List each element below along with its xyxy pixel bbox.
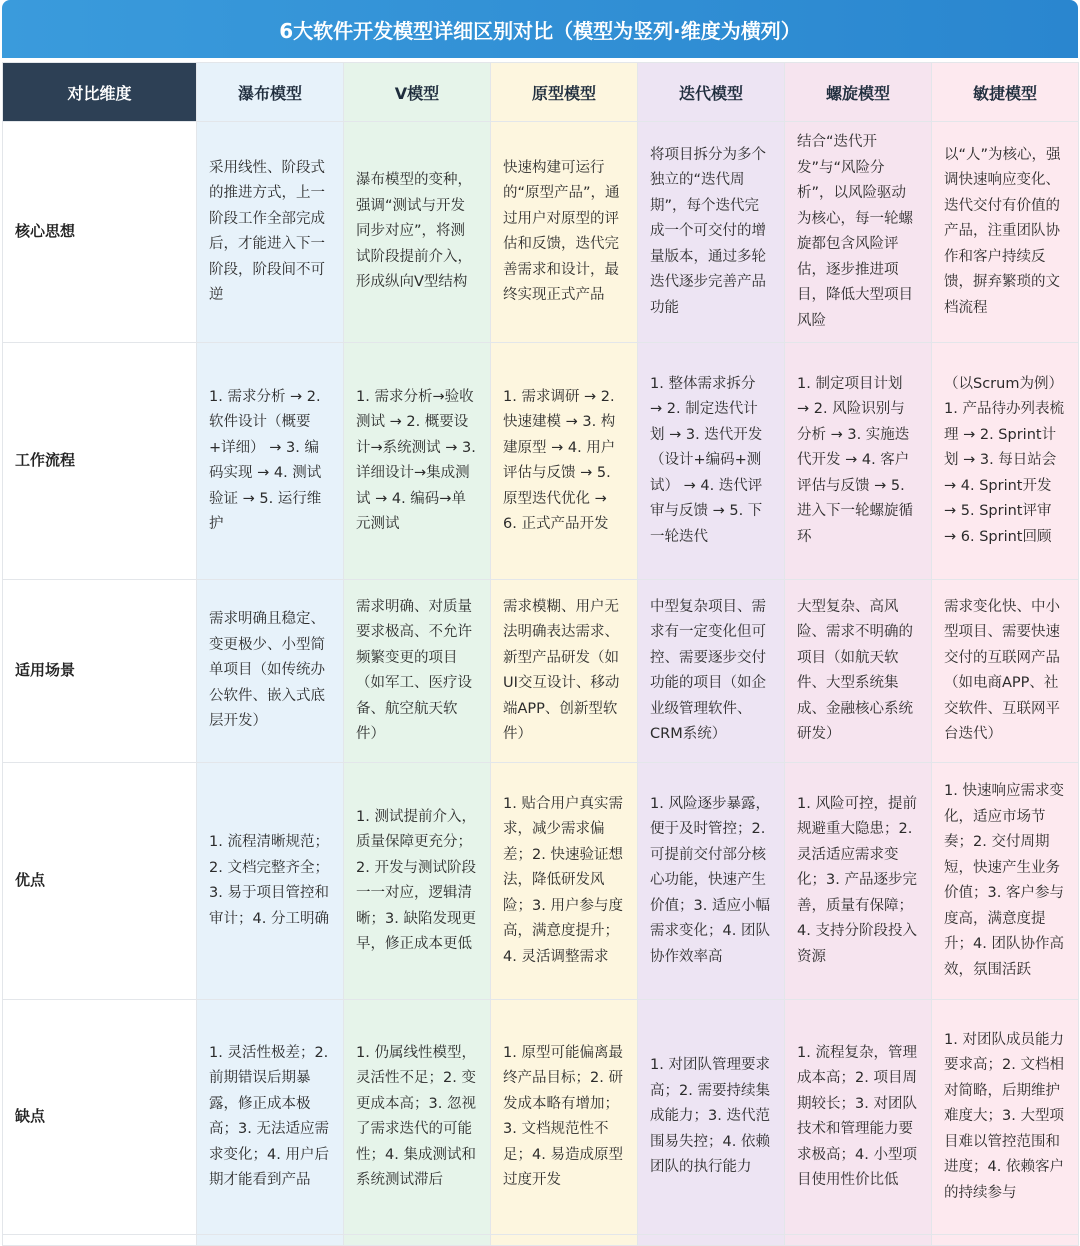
row-advantages — [3, 763, 1079, 1000]
table-cell: 需求明确、对质量要求极高、不允许频繁变更的项目（如军工、医疗设备、航空航天软件） — [344, 580, 491, 763]
header-model-spiral: 螺旋模型 — [785, 63, 932, 122]
header-model-waterfall: 瀑布模型 — [197, 63, 344, 122]
table-cell: 以“人”为核心，强调快速响应变化、迭代交付有价值的产品，注重团队协作和客户持续反馈，摒弃繁琐的文档流程 — [932, 122, 1079, 343]
table-cell: 需求模糊、用户无法明确表达需求、新型产品研发（如UI交互设计、移动端APP、创新型软件） — [491, 580, 638, 763]
header-model-agile: 敏捷模型 — [932, 63, 1079, 122]
table-cell: 1. 需求分析→验收测试 → 2. 概要设计→系统测试 → 3. 详细设计→集成测试 → 4. 编码→单元测试 — [344, 343, 491, 580]
table-cell: 采用线性、阶段式的推进方式，上一阶段工作全部完成后，才能进入下一阶段，阶段间不可逆 — [197, 122, 344, 343]
row-cutoff — [3, 1235, 1079, 1246]
row-disadvantages — [3, 1000, 1079, 1235]
table-cell: 需求明确且稳定、变更极少、小型简单项目（如传统办公软件、嵌入式底层开发） — [197, 580, 344, 763]
table-cell: 1. 整体需求拆分 → 2. 制定迭代计划 → 3. 迭代开发（设计+编码+测试） → 4. 迭代评审与反馈 → 5. 下一轮迭代 — [638, 343, 785, 580]
row-label: 工作流程 — [3, 343, 197, 580]
table-cell: 1. 制定项目计划 → 2. 风险识别与分析 → 3. 实施迭代开发 → 4. 客户评估与反馈 → 5. 进入下一轮螺旋循环 — [785, 343, 932, 580]
table-cell: 1. 快速响应需求变化，适应市场节奏；2. 交付周期短，快速产生业务价值；3. 客户参与度高，满意度提升；4. 团队协作高效，氛围活跃 — [932, 763, 1079, 1000]
table-cell: 1. 灵活性极差；2. 前期错误后期暴露，修正成本极高；3. 无法适应需求变化；4. 用户后期才能看到产品 — [197, 1000, 344, 1235]
row-core-idea — [3, 122, 1079, 343]
table-cell-empty — [197, 1235, 344, 1246]
table-cell: 1. 对团队成员能力要求高；2. 文档相对简略，后期维护难度大；3. 大型项目难以管控范围和进度；4. 依赖客户的持续参与 — [932, 1000, 1079, 1235]
table-cell-empty — [785, 1235, 932, 1246]
page-title: 6大软件开发模型详细区别对比（模型为竖列·维度为横列） — [2, 0, 1078, 58]
comparison-table — [2, 62, 1079, 1246]
table-cell-empty — [932, 1235, 1079, 1246]
table-cell: 1. 需求分析 → 2. 软件设计（概要+详细） → 3. 编码实现 → 4. 测试验证 → 5. 运行维护 — [197, 343, 344, 580]
header-row — [3, 63, 1079, 122]
header-dimension: 对比维度 — [3, 63, 197, 122]
header-model-prototype: 原型模型 — [491, 63, 638, 122]
table-cell: 1. 需求调研 → 2. 快速建模 → 3. 构建原型 → 4. 用户评估与反馈 → 5. 原型迭代优化 → 6. 正式产品开发 — [491, 343, 638, 580]
table-cell: 1. 流程复杂，管理成本高；2. 项目周期较长；3. 对团队技术和管理能力要求极高；4. 小型项目使用性价比低 — [785, 1000, 932, 1235]
table-cell: 结合“迭代开发”与“风险分析”，以风险驱动为核心，每一轮螺旋都包含风险评估，逐步推进项目，降低大型项目风险 — [785, 122, 932, 343]
table-cell: 将项目拆分为多个独立的“迭代周期”，每个迭代完成一个可交付的增量版本，通过多轮迭代逐步完善产品功能 — [638, 122, 785, 343]
table-cell-empty — [344, 1235, 491, 1246]
table-cell: 1. 原型可能偏离最终产品目标；2. 研发成本略有增加；3. 文档规范性不足；4. 易造成原型过度开发 — [491, 1000, 638, 1235]
table-cell: 1. 风险可控，提前规避重大隐患；2. 灵活适应需求变化；3. 产品逐步完善，质量有保障；4. 支持分阶段投入资源 — [785, 763, 932, 1000]
row-label: 缺点 — [3, 1000, 197, 1235]
table-cell: 1. 流程清晰规范；2. 文档完整齐全；3. 易于项目管控和审计；4. 分工明确 — [197, 763, 344, 1000]
table-cell-empty — [638, 1235, 785, 1246]
table-cell: 中型复杂项目、需求有一定变化但可控、需要逐步交付功能的项目（如企业级管理软件、CRM系统） — [638, 580, 785, 763]
table-cell: 1. 贴合用户真实需求，减少需求偏差；2. 快速验证想法，降低研发风险；3. 用户参与度高，满意度提升；4. 灵活调整需求 — [491, 763, 638, 1000]
row-label: 适用场景 — [3, 580, 197, 763]
table-cell: （以Scrum为例）1. 产品待办列表梳理 → 2. Sprint计划 → 3. 每日站会 → 4. Sprint开发 → 5. Sprint评审 → 6. Sprint回顾 — [932, 343, 1079, 580]
row-scenarios — [3, 580, 1079, 763]
row-label: 核心思想 — [3, 122, 197, 343]
table-cell: 快速构建可运行的“原型产品”，通过用户对原型的评估和反馈，迭代完善需求和设计，最终实现正式产品 — [491, 122, 638, 343]
table-cell: 1. 对团队管理要求高；2. 需要持续集成能力；3. 迭代范围易失控；4. 依赖团队的执行能力 — [638, 1000, 785, 1235]
row-label: 优点 — [3, 763, 197, 1000]
row-label-empty — [3, 1235, 197, 1246]
header-model-iterative: 迭代模型 — [638, 63, 785, 122]
table-cell: 大型复杂、高风险、需求不明确的项目（如航天软件、大型系统集成、金融核心系统研发） — [785, 580, 932, 763]
table-cell: 1. 测试提前介入，质量保障更充分；2. 开发与测试阶段一一对应，逻辑清晰；3. 缺陷发现更早，修正成本更低 — [344, 763, 491, 1000]
row-workflow — [3, 343, 1079, 580]
table-cell: 1. 风险逐步暴露，便于及时管控；2. 可提前交付部分核心功能，快速产生价值；3. 适应小幅需求变化；4. 团队协作效率高 — [638, 763, 785, 1000]
table-cell: 瀑布模型的变种，强调“测试与开发同步对应”，将测试阶段提前介入，形成纵向V型结构 — [344, 122, 491, 343]
table-cell: 需求变化快、中小型项目、需要快速交付的互联网产品（如电商APP、社交软件、互联网平台迭代） — [932, 580, 1079, 763]
header-model-v: V模型 — [344, 63, 491, 122]
table-cell-empty — [491, 1235, 638, 1246]
table-cell: 1. 仍属线性模型，灵活性不足；2. 变更成本高；3. 忽视了需求迭代的可能性；4. 集成测试和系统测试滞后 — [344, 1000, 491, 1235]
